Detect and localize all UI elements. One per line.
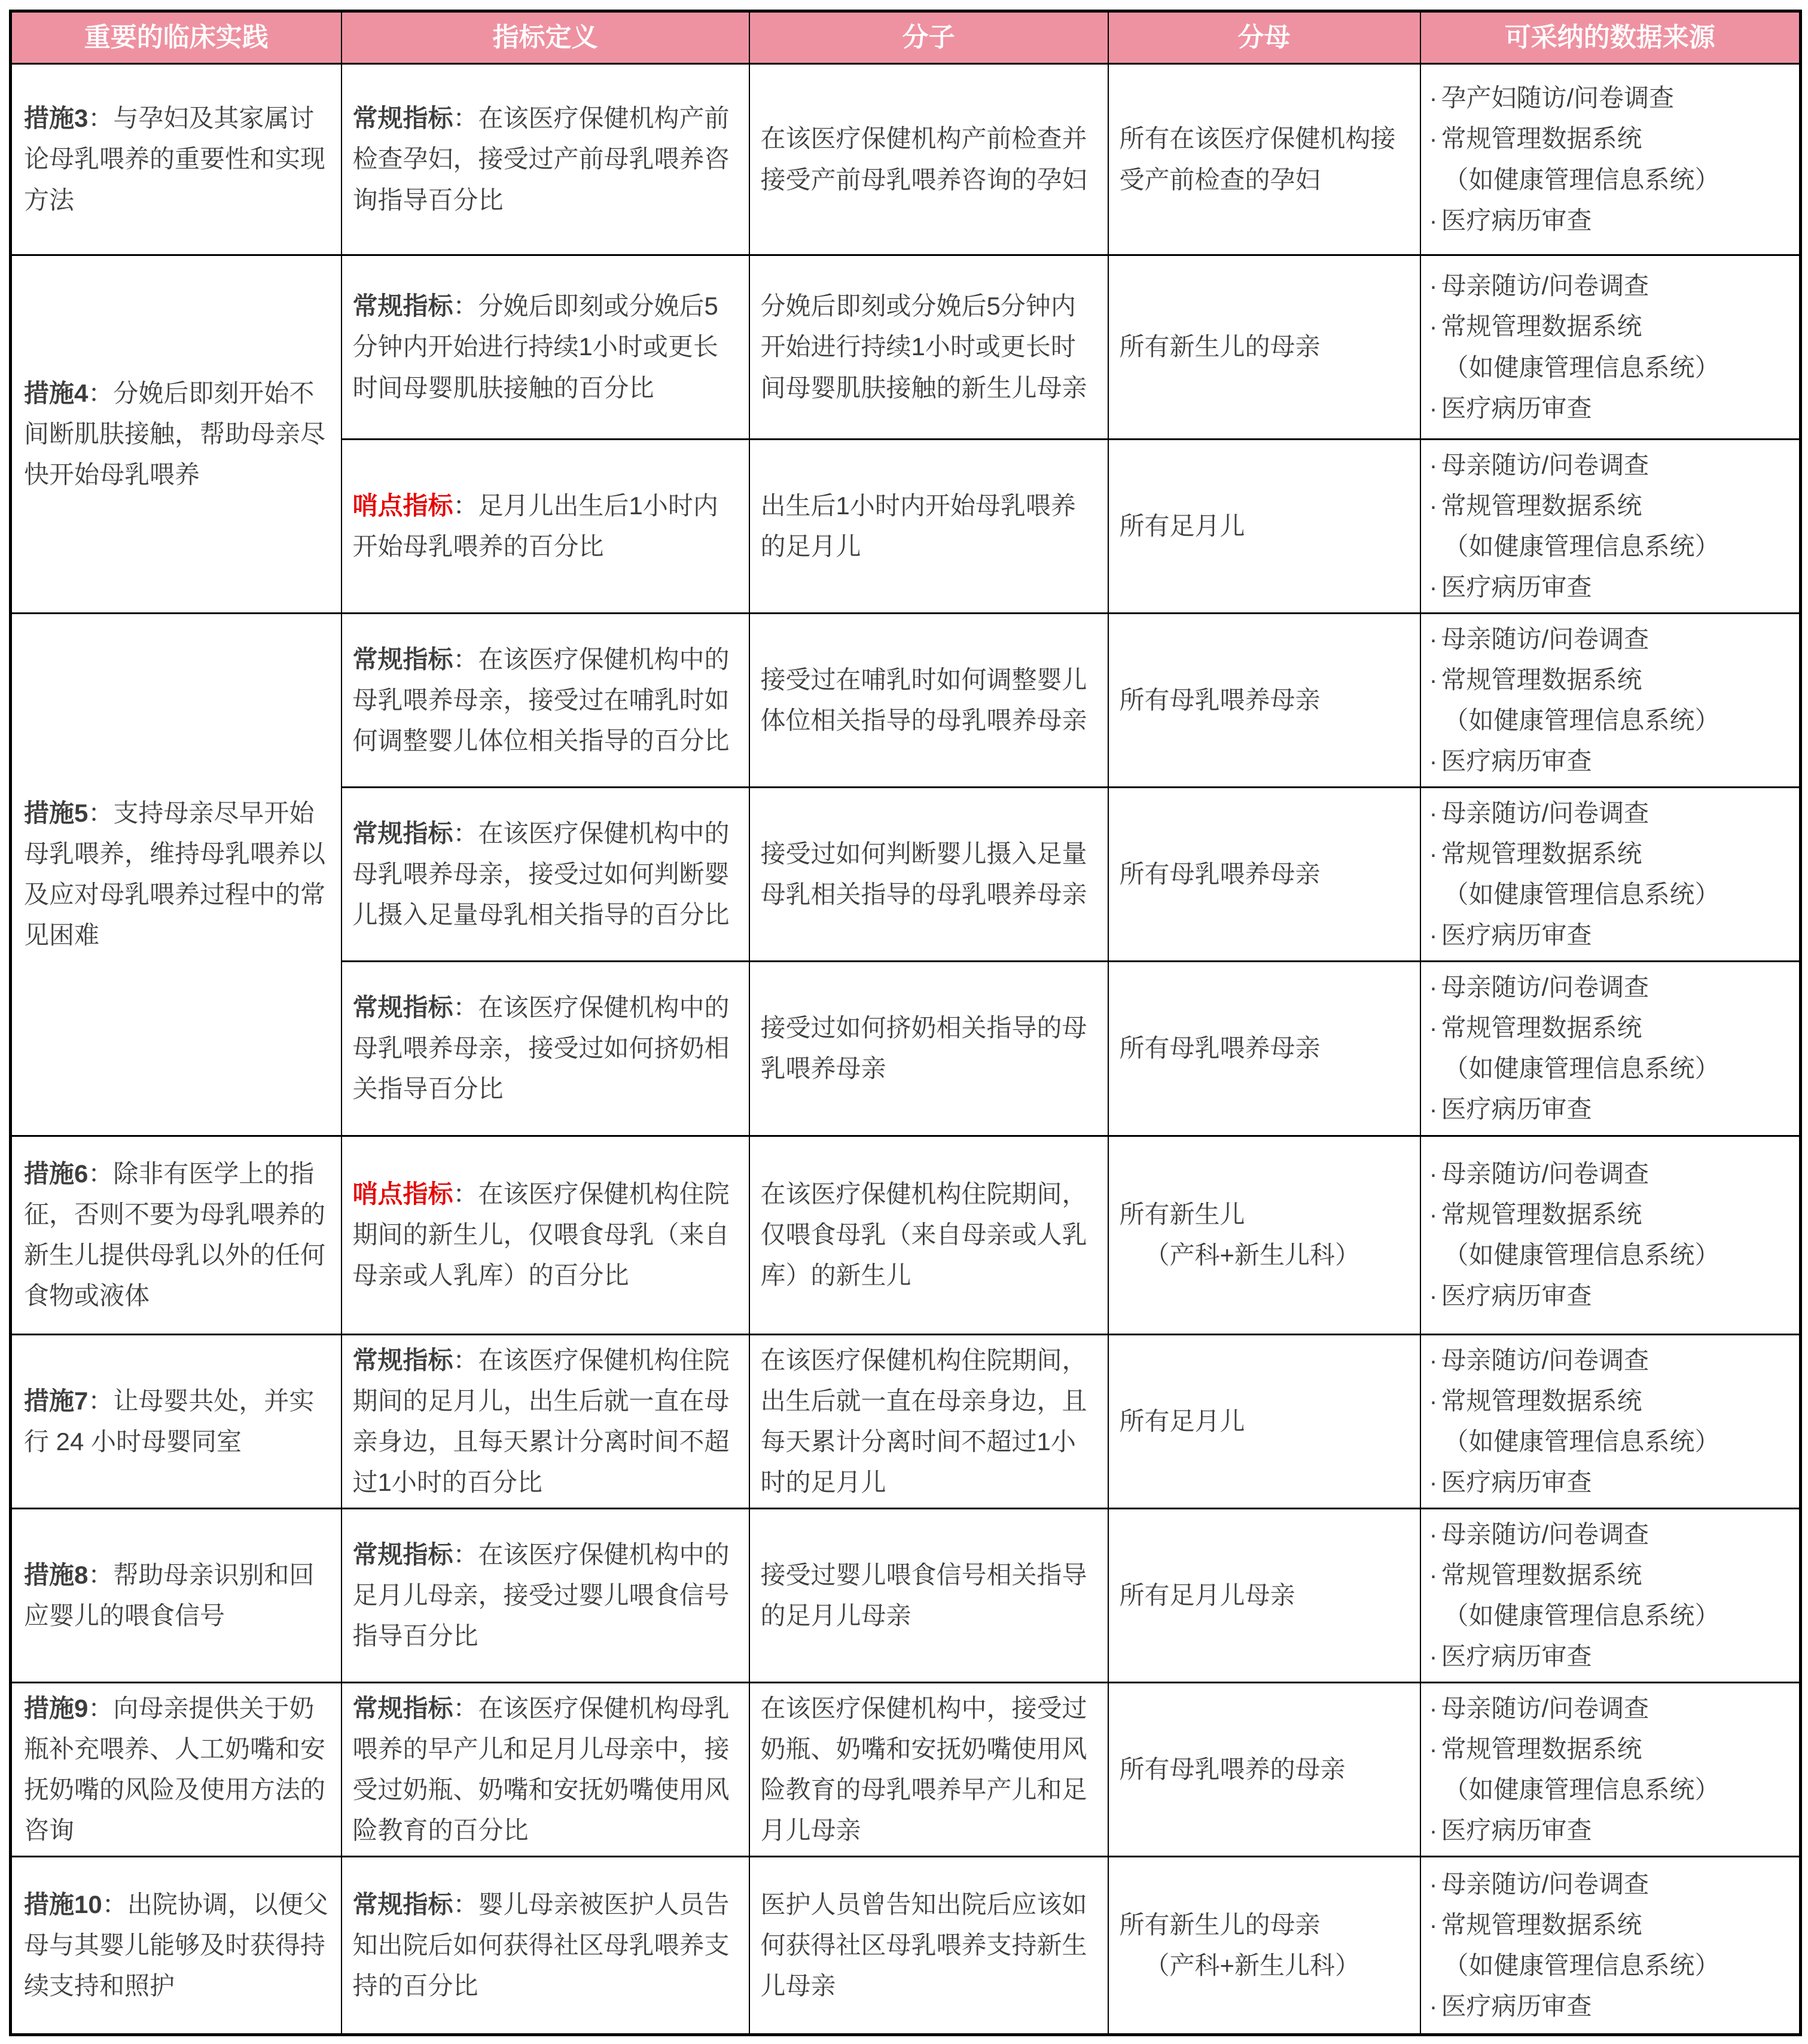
data-source-note	[1429, 160, 1789, 200]
data-source-text: （如健康管理信息系统）	[1443, 1427, 1720, 1456]
data-source-text: 常规管理数据系统	[1441, 312, 1642, 341]
data-source-text: 常规管理数据系统	[1441, 666, 1642, 694]
data-source-item	[1429, 78, 1789, 118]
data-source-item	[1429, 445, 1789, 486]
routine-indicator-label: 常规指标	[352, 1540, 453, 1569]
practice-text: ：与孕妇及其家属讨论母乳喂养的重要性和实现方法	[24, 104, 326, 214]
practice-cell	[11, 1136, 342, 1334]
data-source-note	[1429, 1421, 1789, 1462]
data-source-text: 医疗病历审查	[1441, 921, 1592, 950]
data-sources-cell	[1420, 614, 1801, 788]
bullet-icon: ·	[1429, 1386, 1438, 1415]
sentinel-indicator-label: 哨点指标	[352, 492, 453, 520]
routine-indicator-label: 常规指标	[352, 1694, 453, 1722]
data-source-note	[1429, 526, 1789, 567]
indicator-definition-text: ：在该医疗保健机构产前检查孕妇，接受过产前母乳喂养咨询指导百分比	[352, 104, 730, 214]
denominator-text: 所有在该医疗保健机构接受产前检查的孕妇	[1119, 124, 1396, 194]
bullet-icon: ·	[1429, 1734, 1438, 1763]
denominator-text: 所有母乳喂养的母亲	[1119, 1755, 1346, 1783]
denominator-cell	[1108, 1682, 1420, 1856]
data-sources-cell	[1420, 1136, 1801, 1334]
indicator-row	[11, 614, 1801, 788]
data-source-text: （如健康管理信息系统）	[1443, 353, 1720, 382]
sentinel-indicator-label: 哨点指标	[352, 1179, 453, 1208]
data-source-item	[1429, 1340, 1789, 1381]
practice-text: ：除非有医学上的指征，否则不要为母乳喂养的新生儿提供母乳以外的任何食物或液体	[24, 1159, 326, 1310]
indicator-definition-cell	[342, 1682, 749, 1856]
bullet-icon: ·	[1429, 1159, 1438, 1188]
data-source-item	[1429, 1864, 1789, 1905]
data-source-text: 常规管理数据系统	[1441, 1014, 1642, 1042]
data-source-item	[1429, 1810, 1789, 1851]
data-source-item	[1429, 266, 1789, 306]
data-source-note	[1429, 1595, 1789, 1636]
bullet-icon: ·	[1429, 393, 1438, 422]
denominator-text: 所有足月儿母亲	[1119, 1581, 1295, 1609]
indicator-definition-text: ：在该医疗保健机构中的母乳喂养母亲，接受过在哺乳时如何调整婴儿体位相关指导的百分比	[352, 645, 730, 755]
column-header-indicator-definition: 指标定义	[342, 11, 749, 64]
data-source-text: （如健康管理信息系统）	[1443, 165, 1720, 194]
data-source-item	[1429, 834, 1789, 874]
data-source-item	[1429, 1688, 1789, 1729]
numerator-cell: 在该医疗保健机构住院期间，仅喂食母乳（来自母亲或人乳库）的新生儿	[749, 1136, 1108, 1334]
data-source-text: （如健康管理信息系统）	[1443, 1601, 1720, 1630]
data-source-text: 医疗病历审查	[1441, 206, 1592, 234]
data-source-item	[1429, 915, 1789, 956]
bullet-icon: ·	[1429, 625, 1438, 654]
practice-cell	[11, 1334, 342, 1508]
indicator-definition-cell	[342, 64, 749, 255]
practice-text: ：支持母亲尽早开始母乳喂养，维持母乳喂养以及应对母乳喂养过程中的常见困难	[24, 799, 326, 950]
indicator-definition-text: ：在该医疗保健机构住院期间的新生儿，仅喂食母乳（来自母亲或人乳库）的百分比	[352, 1179, 730, 1290]
data-sources-cell	[1420, 64, 1801, 255]
data-source-item	[1429, 967, 1789, 1008]
indicator-definition-text: ：在该医疗保健机构中的母乳喂养母亲，接受过如何判断婴儿摄入足量母乳相关指导的百分比	[352, 819, 730, 929]
bullet-icon: ·	[1429, 573, 1438, 602]
practice-cell	[11, 64, 342, 255]
data-source-text: 常规管理数据系统	[1441, 1734, 1642, 1763]
bullet-icon: ·	[1429, 1910, 1438, 1939]
data-source-text: 医疗病历审查	[1441, 1816, 1592, 1844]
indicator-definition-cell	[342, 962, 749, 1136]
indicator-row	[11, 255, 1801, 440]
indicator-row	[11, 1508, 1801, 1682]
data-source-text: 母亲随访/问卷调查	[1441, 1869, 1650, 1898]
denominator-cell	[1108, 614, 1420, 788]
data-source-text: 母亲随访/问卷调查	[1441, 973, 1650, 1002]
data-source-text: （如健康管理信息系统）	[1443, 880, 1720, 909]
indicator-definition-cell	[342, 255, 749, 440]
denominator-text: 所有新生儿	[1119, 1200, 1245, 1228]
data-sources-cell	[1420, 962, 1801, 1136]
data-sources-cell	[1420, 1508, 1801, 1682]
breastfeeding-indicators-table	[9, 10, 1802, 2036]
data-source-text: 母亲随访/问卷调查	[1441, 799, 1650, 828]
indicator-row	[11, 1856, 1801, 2034]
practice-label: 措施10	[24, 1890, 102, 1918]
bullet-icon: ·	[1429, 124, 1438, 153]
indicator-definition-cell	[342, 1856, 749, 2034]
denominator-text: 所有母乳喂养母亲	[1119, 860, 1321, 889]
denominator-text: 所有足月儿	[1119, 1407, 1245, 1435]
column-header-data-sources: 可采纳的数据来源	[1420, 11, 1801, 64]
data-source-item	[1429, 1905, 1789, 1945]
indicator-definition-cell	[342, 1508, 749, 1682]
indicator-definition-cell	[342, 1334, 749, 1508]
numerator-cell: 医护人员曾告知出院后应该如何获得社区母乳喂养支持新生儿母亲	[749, 1856, 1108, 2034]
indicator-row	[11, 1334, 1801, 1508]
practice-text: ：出院协调，以便父母与其婴儿能够及时获得持续支持和照护	[24, 1890, 328, 2000]
data-source-text: 医疗病历审查	[1441, 1095, 1592, 1124]
routine-indicator-label: 常规指标	[352, 1890, 453, 1918]
bullet-icon: ·	[1429, 84, 1438, 112]
data-sources-cell	[1420, 788, 1801, 962]
bullet-icon: ·	[1429, 1694, 1438, 1722]
bullet-icon: ·	[1429, 747, 1438, 776]
data-source-item	[1429, 1089, 1789, 1130]
numerator-cell: 接受过婴儿喂食信号相关指导的足月儿母亲	[749, 1508, 1108, 1682]
denominator-cell	[1108, 1508, 1420, 1682]
data-source-text: （如健康管理信息系统）	[1443, 706, 1720, 735]
data-source-text: 常规管理数据系统	[1441, 1560, 1642, 1589]
denominator-cell	[1108, 440, 1420, 614]
data-source-text: 医疗病历审查	[1441, 393, 1592, 422]
data-source-item	[1429, 1729, 1789, 1770]
practice-label: 措施4	[24, 379, 89, 408]
practice-cell	[11, 614, 342, 1136]
data-source-note	[1429, 1770, 1789, 1810]
data-source-text: 医疗病历审查	[1441, 1991, 1592, 2020]
data-source-text: 常规管理数据系统	[1441, 1200, 1642, 1228]
practice-label: 措施5	[24, 799, 89, 828]
numerator-cell: 接受过如何挤奶相关指导的母乳喂养母亲	[749, 962, 1108, 1136]
data-source-text: 母亲随访/问卷调查	[1441, 1346, 1650, 1374]
numerator-cell: 分娩后即刻或分娩后5分钟内开始进行持续1小时或更长时间母婴肌肤接触的新生儿母亲	[749, 255, 1108, 440]
data-source-note	[1429, 1945, 1789, 1986]
bullet-icon: ·	[1429, 1642, 1438, 1670]
data-source-note	[1429, 1048, 1789, 1089]
data-source-item	[1429, 741, 1789, 782]
data-source-text: 母亲随访/问卷调查	[1441, 271, 1650, 300]
denominator-text: 所有新生儿的母亲	[1119, 332, 1321, 361]
data-source-text: 孕产妇随访/问卷调查	[1441, 84, 1675, 112]
bullet-icon: ·	[1429, 1560, 1438, 1589]
practice-label: 措施6	[24, 1159, 89, 1188]
data-source-item	[1429, 1154, 1789, 1194]
denominator-text: 所有新生儿的母亲	[1119, 1910, 1321, 1939]
denominator-text: 所有母乳喂养母亲	[1119, 1034, 1321, 1063]
numerator-cell: 出生后1小时内开始母乳喂养的足月儿	[749, 440, 1108, 614]
data-source-text: （如健康管理信息系统）	[1443, 1241, 1720, 1269]
data-source-text: 母亲随访/问卷调查	[1441, 1694, 1650, 1722]
denominator-cell	[1108, 255, 1420, 440]
header-row	[11, 11, 1801, 64]
routine-indicator-label: 常规指标	[352, 819, 453, 848]
data-source-item	[1429, 1636, 1789, 1677]
data-sources-cell	[1420, 1856, 1801, 2034]
data-source-text: 常规管理数据系统	[1441, 840, 1642, 868]
data-source-text: 常规管理数据系统	[1441, 1386, 1642, 1415]
data-source-note	[1429, 700, 1789, 741]
denominator-cell	[1108, 1334, 1420, 1508]
data-source-text: 医疗病历审查	[1441, 1468, 1592, 1496]
practice-text: ：分娩后即刻开始不间断肌肤接触，帮助母亲尽快开始母乳喂养	[24, 379, 326, 489]
data-sources-cell	[1420, 255, 1801, 440]
indicator-definition-text: ：在该医疗保健机构母乳喂养的早产儿和足月儿母亲中，接受过奶瓶、奶嘴和安抚奶嘴使用风险教育的百分比	[352, 1694, 730, 1844]
indicator-definition-cell	[342, 1136, 749, 1334]
data-source-item	[1429, 1514, 1789, 1555]
indicator-definition-text: ：在该医疗保健机构中的母乳喂养母亲，接受过如何挤奶相关指导百分比	[352, 993, 730, 1103]
practice-cell	[11, 1508, 342, 1682]
routine-indicator-label: 常规指标	[352, 993, 453, 1022]
data-source-text: （如健康管理信息系统）	[1443, 1054, 1720, 1083]
data-sources-cell	[1420, 440, 1801, 614]
indicator-definition-text: ：在该医疗保健机构住院期间的足月儿，出生后就一直在母亲身边，且每天累计分离时间不超过1小时的百分比	[352, 1346, 730, 1496]
indicator-definition-text: ：足月儿出生后1小时内开始母乳喂养的百分比	[352, 492, 718, 561]
column-header-denominator: 分母	[1108, 11, 1420, 64]
numerator-cell: 在该医疗保健机构中，接受过奶瓶、奶嘴和安抚奶嘴使用风险教育的母乳喂养早产儿和足月儿母亲	[749, 1682, 1108, 1856]
data-source-text: 母亲随访/问卷调查	[1441, 625, 1650, 654]
bullet-icon: ·	[1429, 840, 1438, 868]
indicator-definition-text: ：婴儿母亲被医护人员告知出院后如何获得社区母乳喂养支持的百分比	[352, 1890, 730, 2000]
data-source-item	[1429, 660, 1789, 700]
data-source-text: 医疗病历审查	[1441, 1642, 1592, 1670]
bullet-icon: ·	[1429, 492, 1438, 520]
data-source-item	[1429, 388, 1789, 429]
routine-indicator-label: 常规指标	[352, 104, 453, 133]
data-source-item	[1429, 1462, 1789, 1503]
bullet-icon: ·	[1429, 1095, 1438, 1124]
bullet-icon: ·	[1429, 1468, 1438, 1496]
practice-cell	[11, 255, 342, 614]
data-source-item	[1429, 619, 1789, 660]
bullet-icon: ·	[1429, 206, 1438, 234]
indicator-definition-text: ：分娩后即刻或分娩后5分钟内开始进行持续1小时或更长时间母婴肌肤接触的百分比	[352, 292, 718, 402]
denominator-text: 所有母乳喂养母亲	[1119, 686, 1321, 715]
routine-indicator-label: 常规指标	[352, 1346, 453, 1374]
bullet-icon: ·	[1429, 973, 1438, 1002]
practice-text: ：帮助母亲识别和回应婴儿的喂食信号	[24, 1560, 315, 1630]
indicator-definition-cell	[342, 440, 749, 614]
routine-indicator-label: 常规指标	[352, 292, 453, 321]
data-source-item	[1429, 1381, 1789, 1421]
indicator-row	[11, 64, 1801, 255]
column-header-numerator: 分子	[749, 11, 1108, 64]
data-source-item	[1429, 567, 1789, 608]
indicator-definition-cell	[342, 614, 749, 788]
bullet-icon: ·	[1429, 1869, 1438, 1898]
data-sources-cell	[1420, 1334, 1801, 1508]
data-source-text: 常规管理数据系统	[1441, 124, 1642, 153]
data-source-item	[1429, 1276, 1789, 1316]
data-source-item	[1429, 118, 1789, 159]
bullet-icon: ·	[1429, 1816, 1438, 1844]
data-source-text: 常规管理数据系统	[1441, 1910, 1642, 1939]
data-source-item	[1429, 486, 1789, 526]
numerator-cell: 在该医疗保健机构住院期间，出生后就一直在母亲身边，且每天累计分离时间不超过1小时的足月儿	[749, 1334, 1108, 1508]
bullet-icon: ·	[1429, 1520, 1438, 1548]
data-source-item	[1429, 1986, 1789, 2027]
numerator-cell: 接受过在哺乳时如何调整婴儿体位相关指导的母乳喂养母亲	[749, 614, 1108, 788]
numerator-cell: 在该医疗保健机构产前检查并接受产前母乳喂养咨询的孕妇	[749, 64, 1108, 255]
data-source-text: 医疗病历审查	[1441, 573, 1592, 602]
practice-text: ：让母婴共处，并实行 24 小时母婴同室	[24, 1386, 315, 1456]
practice-label: 措施7	[24, 1386, 89, 1415]
data-source-text: （如健康管理信息系统）	[1443, 1775, 1720, 1804]
data-source-text: （如健康管理信息系统）	[1443, 1951, 1720, 1979]
data-sources-cell	[1420, 1682, 1801, 1856]
data-source-item	[1429, 1194, 1789, 1235]
indicator-row	[11, 1136, 1801, 1334]
bullet-icon: ·	[1429, 312, 1438, 341]
data-source-text: 常规管理数据系统	[1441, 492, 1642, 520]
indicator-definition-text: ：在该医疗保健机构中的足月儿母亲，接受过婴儿喂食信号指导百分比	[352, 1540, 730, 1650]
data-source-item	[1429, 793, 1789, 834]
denominator-note: （产科+新生儿科）	[1144, 1241, 1361, 1269]
bullet-icon: ·	[1429, 1200, 1438, 1228]
routine-indicator-label: 常规指标	[352, 645, 453, 674]
numerator-cell: 接受过如何判断婴儿摄入足量母乳相关指导的母乳喂养母亲	[749, 788, 1108, 962]
practice-label: 措施3	[24, 104, 89, 133]
practice-cell	[11, 1682, 342, 1856]
data-source-text: 医疗病历审查	[1441, 747, 1592, 776]
data-source-note	[1429, 347, 1789, 388]
data-source-text: 母亲随访/问卷调查	[1441, 1520, 1650, 1548]
bullet-icon: ·	[1429, 271, 1438, 300]
indicator-row	[11, 1682, 1801, 1856]
bullet-icon: ·	[1429, 666, 1438, 694]
data-source-text: 母亲随访/问卷调查	[1441, 451, 1650, 479]
bullet-icon: ·	[1429, 1014, 1438, 1042]
practice-label: 措施9	[24, 1694, 89, 1722]
bullet-icon: ·	[1429, 1346, 1438, 1374]
practice-label: 措施8	[24, 1560, 89, 1589]
data-source-item	[1429, 200, 1789, 241]
denominator-cell	[1108, 1856, 1420, 2034]
denominator-cell	[1108, 962, 1420, 1136]
bullet-icon: ·	[1429, 921, 1438, 950]
data-source-note	[1429, 1235, 1789, 1276]
denominator-cell	[1108, 64, 1420, 255]
data-source-text: （如健康管理信息系统）	[1443, 532, 1720, 561]
denominator-cell	[1108, 788, 1420, 962]
indicator-definition-cell	[342, 788, 749, 962]
bullet-icon: ·	[1429, 1282, 1438, 1310]
column-header-clinical-practice: 重要的临床实践	[11, 11, 342, 64]
denominator-text: 所有足月儿	[1119, 512, 1245, 541]
denominator-note: （产科+新生儿科）	[1144, 1951, 1361, 1979]
data-source-text: 医疗病历审查	[1441, 1282, 1592, 1310]
data-source-text: 母亲随访/问卷调查	[1441, 1159, 1650, 1188]
practice-text: ：向母亲提供关于奶瓶补充喂养、人工奶嘴和安抚奶嘴的风险及使用方法的咨询	[24, 1694, 326, 1844]
data-source-item	[1429, 1555, 1789, 1595]
bullet-icon: ·	[1429, 1991, 1438, 2020]
data-source-item	[1429, 306, 1789, 347]
bullet-icon: ·	[1429, 451, 1438, 479]
bullet-icon: ·	[1429, 799, 1438, 828]
data-source-note	[1429, 874, 1789, 915]
data-source-item	[1429, 1008, 1789, 1048]
denominator-cell	[1108, 1136, 1420, 1334]
practice-cell	[11, 1856, 342, 2034]
